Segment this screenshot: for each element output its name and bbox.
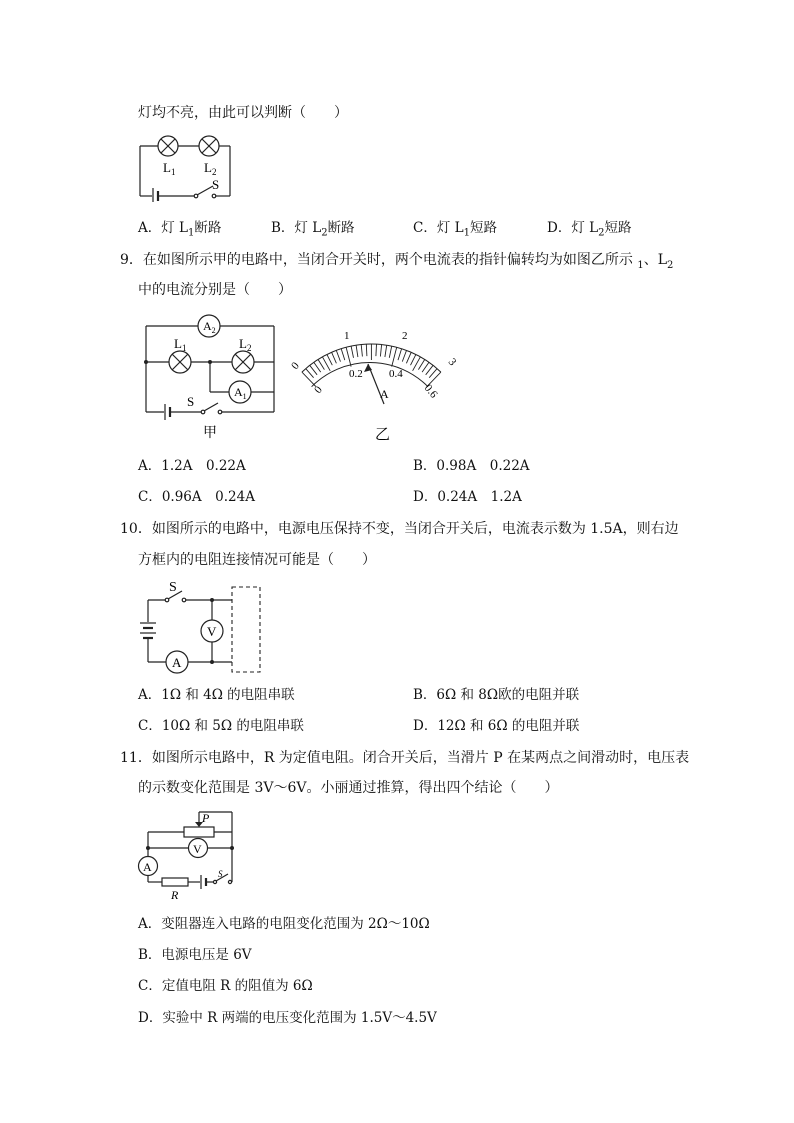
q8-option-d[interactable]: D．灯 $L_2$短路 — [547, 220, 632, 239]
q9-dial-outer-0: 0 — [289, 360, 302, 372]
q11-rheostat-icon — [184, 827, 214, 837]
q11-circuit-figure — [134, 808, 244, 904]
q8-text: 灯均不亮，由此可以判断（ ） — [138, 105, 348, 121]
q11-switch-icon — [213, 874, 231, 884]
q11-slider-label: P — [202, 811, 210, 825]
q9-stem-line2: 中的电流分别是（ ） — [138, 282, 292, 298]
q11-option-a[interactable]: A．变阻器连入电路的电阻变化范围为 2Ω～10Ω — [138, 916, 430, 932]
q8-option-b[interactable]: B．灯 $L_2$断路 — [271, 220, 355, 239]
q9-dial-tick — [314, 362, 321, 372]
q9-caption-jia: 甲 — [203, 426, 217, 441]
q11-option-d[interactable]: D．实验中 R 两端的电压变化范围为 1.5V～4.5V — [138, 1010, 437, 1026]
q9-dial-tick — [418, 359, 424, 369]
q9-dial-tick — [361, 345, 362, 357]
q9-dial-tick — [341, 349, 345, 360]
q9-dial-tick — [366, 344, 367, 356]
q10-option-c[interactable]: C．10Ω 和 5Ω 的电阻串联 — [138, 718, 304, 734]
q9-dial-tick — [406, 352, 411, 363]
q11-resistor-label: R — [171, 888, 179, 902]
q9-option-a[interactable]: A．1.2A 0.22A — [138, 458, 246, 474]
q9-dial-tick — [336, 350, 340, 361]
q9-dial-tick — [385, 345, 387, 357]
q10-dashed-box — [232, 587, 260, 672]
q9-dial-tick — [332, 352, 337, 363]
q9-dial-outer-1: 1 — [344, 330, 350, 342]
q9-dial-tick — [356, 345, 358, 357]
q9-dial-tick — [426, 365, 433, 375]
q9-dial-inner-0: 0 — [312, 384, 325, 396]
q9-a1-label: $A_1$ — [234, 385, 247, 401]
q10-circuit-figure — [136, 576, 266, 676]
q9-dial-tick — [346, 347, 351, 366]
q10-option-d[interactable]: D．12Ω 和 6Ω 的电阻并联 — [413, 718, 580, 734]
q10-ammeter-label: A — [172, 655, 182, 670]
q9-dial-tick — [389, 346, 391, 358]
q9-dial-tick — [306, 369, 314, 378]
q8-switch-label: S — [212, 177, 220, 192]
q9-lamp1-label: $L_1$ — [174, 336, 187, 353]
q8-lamp1-label: $L_1$ — [163, 160, 176, 177]
q9-dial-inner-3: 0.6 — [421, 382, 440, 401]
q9-dial-tick — [422, 362, 429, 372]
q9-dial-inner-2: 0.4 — [389, 368, 403, 380]
q9-dial-tick — [402, 350, 406, 361]
q9-switch-label: S — [187, 394, 195, 409]
q9-dial-tick — [376, 344, 377, 356]
q9-dial-inner-arc — [312, 362, 428, 386]
q9-circuit-jia-figure — [140, 312, 280, 442]
q9-a2-label: $A_2$ — [203, 319, 216, 335]
q9-caption-yi: 乙 — [375, 427, 391, 442]
q9-battery-icon — [165, 404, 170, 420]
q9-option-d[interactable]: D．0.24A 1.2A — [413, 489, 522, 505]
q9-lamp2-icon — [232, 351, 254, 373]
q11-ammeter-label: A — [143, 860, 152, 874]
q8-battery-icon — [153, 188, 158, 202]
q11-option-b[interactable]: B．电源电压是 6V — [138, 947, 252, 963]
q9-option-c[interactable]: C．0.96A 0.24A — [138, 489, 255, 505]
q11-voltmeter-label: V — [193, 842, 202, 856]
q9-dial-tick — [411, 354, 416, 365]
q9-dial-outer-2: 2 — [402, 330, 408, 342]
q9-lamp2-label: $L_2$ — [239, 336, 252, 353]
q10-option-a[interactable]: A．1Ω 和 4Ω 的电阻串联 — [138, 687, 295, 703]
q8-lamp1-icon — [158, 136, 178, 156]
q11-resistor-icon — [162, 878, 188, 886]
q9-dial-unit: A — [380, 387, 389, 401]
q9-dial-inner-1: 0.2 — [349, 368, 363, 380]
q8-circuit-figure — [136, 130, 236, 202]
q11-stem-line1: 11．如图所示电路中，R 为定值电阻。闭合开关后，当滑片 P 在某两点之间滑动时，电压表 — [120, 750, 690, 766]
q9-dial-tick — [351, 346, 353, 358]
q9-dial-tick — [398, 349, 402, 360]
q10-stem-line1: 10．如图所示的电路中，电源电压保持不变，当闭合开关后，电流表示数为 1.5A，则右边 — [120, 521, 679, 537]
q10-option-b[interactable]: B．6Ω 和 8Ω欧的电阻并联 — [413, 687, 580, 703]
q9-dial-tick — [392, 347, 397, 366]
q9-dial-tick — [380, 345, 381, 357]
q11-stem-line2: 的示数变化范围是 3V～6V。小丽通过推算，得出四个结论（ ） — [138, 780, 559, 796]
q11-battery-icon — [201, 875, 206, 889]
q9-switch-icon — [201, 403, 222, 414]
q9-dial-tick — [429, 369, 437, 378]
q9-dial-tick — [310, 365, 317, 375]
q10-stem-line2: 方框内的电阻连接情况可能是（ ） — [138, 552, 376, 568]
q9-dial-tick — [327, 354, 332, 365]
q10-switch-label: S — [169, 580, 177, 595]
q9-stem-line1: 9．在如图所示甲的电路中，当闭合开关时，两个电流表的指针偏转均为如图乙所示 $_1$、$L_2$ — [120, 252, 674, 271]
q8-lamp2-icon — [199, 136, 219, 156]
q11-option-c[interactable]: C．定值电阻 R 的阻值为 6Ω — [138, 978, 313, 994]
q10-battery-icon — [140, 623, 156, 638]
q8-option-c[interactable]: C．灯 $L_1$短路 — [413, 220, 497, 239]
q9-dial-tick — [318, 359, 324, 369]
q8-option-a[interactable]: A．灯 $L_1$断路 — [138, 220, 222, 239]
q11-switch-label: S — [218, 869, 223, 879]
q9-lamp1-icon — [169, 351, 191, 373]
q8-lamp2-label: $L_2$ — [204, 160, 217, 177]
q9-ammeter-dial-yi-figure — [288, 322, 468, 442]
q9-option-b[interactable]: B．0.98A 0.22A — [413, 458, 530, 474]
q10-voltmeter-label: V — [207, 624, 217, 639]
q9-dial-outer-3: 3 — [445, 356, 459, 369]
